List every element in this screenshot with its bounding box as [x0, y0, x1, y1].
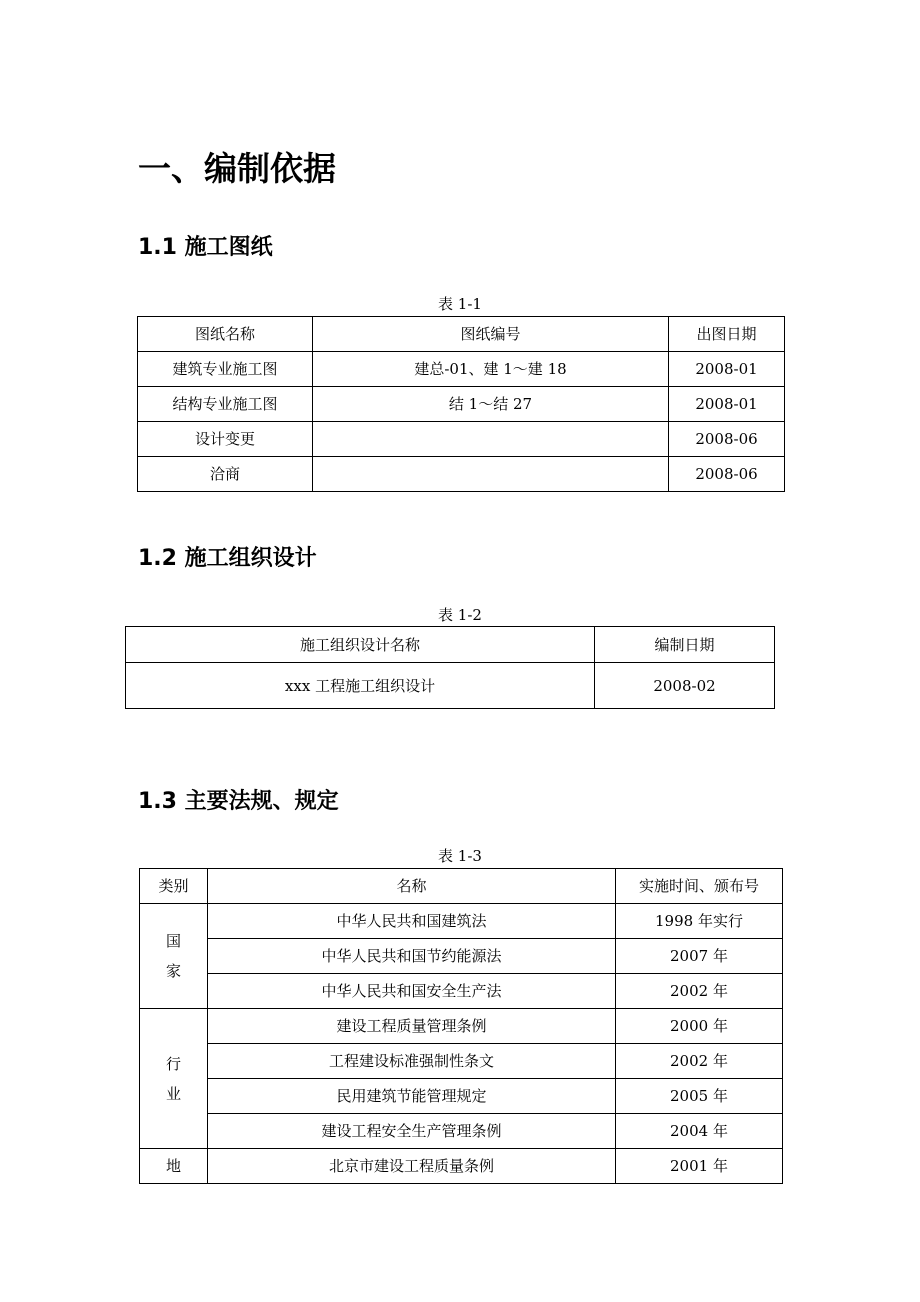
table-row [138, 387, 785, 422]
table-row [140, 1009, 783, 1044]
table-cell [313, 457, 669, 492]
category-char: 国 [165, 932, 181, 950]
table-caption-1-3: 表 1-3 [438, 847, 482, 865]
table-cell: 2002 年 [616, 974, 783, 1009]
section-title-drawings: 1.1 施工图纸 [138, 235, 273, 260]
table-cell: 2008-06 [669, 422, 785, 457]
table-row [138, 352, 785, 387]
table-row [140, 904, 783, 939]
table-row [140, 1149, 783, 1184]
table-header-row [126, 627, 775, 663]
table-cell: 建设工程安全生产管理条例 [208, 1114, 616, 1149]
table-header-row [138, 317, 785, 352]
table-caption-1-2: 表 1-2 [438, 606, 482, 624]
category-cell [140, 1009, 208, 1149]
column-header: 类别 [140, 869, 208, 904]
table-cell: 2000 年 [616, 1009, 783, 1044]
table-cell: 工程建设标准强制性条文 [208, 1044, 616, 1079]
table-row [140, 1114, 783, 1149]
drawings-table [137, 316, 785, 492]
column-header: 实施时间、颁布号 [616, 869, 783, 904]
table-row [140, 974, 783, 1009]
category-char: 家 [165, 962, 181, 980]
category-cell [140, 1149, 208, 1184]
table-cell: 结构专业施工图 [138, 387, 313, 422]
table-cell [313, 422, 669, 457]
table-cell: 2008-01 [669, 352, 785, 387]
table-cell: 2008-02 [595, 663, 775, 709]
category-cell [140, 904, 208, 1009]
category-char: 地 [165, 1157, 181, 1175]
table-cell: 设计变更 [138, 422, 313, 457]
table-cell: 北京市建设工程质量条例 [208, 1149, 616, 1184]
table-cell: 建筑专业施工图 [138, 352, 313, 387]
regulations-table [139, 868, 783, 1184]
table-row [140, 939, 783, 974]
table-cell: 中华人民共和国建筑法 [208, 904, 616, 939]
section-title-regulations: 1.3 主要法规、规定 [138, 789, 339, 814]
column-header: 名称 [208, 869, 616, 904]
table-cell: 2002 年 [616, 1044, 783, 1079]
table-row [140, 1044, 783, 1079]
column-header: 图纸编号 [313, 317, 669, 352]
table-cell: xxx 工程施工组织设计 [126, 663, 595, 709]
table-cell: 1998 年实行 [616, 904, 783, 939]
table-cell: 2005 年 [616, 1079, 783, 1114]
table-cell: 洽商 [138, 457, 313, 492]
table-cell: 2008-06 [669, 457, 785, 492]
table-cell: 结 1～结 27 [313, 387, 669, 422]
table-cell: 民用建筑节能管理规定 [208, 1079, 616, 1114]
table-cell: 中华人民共和国安全生产法 [208, 974, 616, 1009]
category-char: 业 [165, 1084, 181, 1103]
table-cell: 中华人民共和国节约能源法 [208, 939, 616, 974]
column-header: 编制日期 [595, 627, 775, 663]
table-header-row [140, 869, 783, 904]
table-cell: 建总-01、建 1～建 18 [313, 352, 669, 387]
table-cell: 2001 年 [616, 1149, 783, 1184]
column-header: 图纸名称 [138, 317, 313, 352]
page-heading: 一、编制依据 [138, 149, 336, 188]
table-row [126, 663, 775, 709]
table-caption-1-1: 表 1-1 [438, 295, 482, 313]
table-row [138, 457, 785, 492]
table-cell: 2007 年 [616, 939, 783, 974]
section-title-construction-org: 1.2 施工组织设计 [138, 546, 317, 571]
table-cell: 2008-01 [669, 387, 785, 422]
table-row [138, 422, 785, 457]
category-char: 行 [165, 1054, 181, 1073]
table-cell: 建设工程质量管理条例 [208, 1009, 616, 1044]
column-header: 施工组织设计名称 [126, 627, 595, 663]
table-row [140, 1079, 783, 1114]
construction-org-table [125, 626, 775, 709]
column-header: 出图日期 [669, 317, 785, 352]
table-cell: 2004 年 [616, 1114, 783, 1149]
